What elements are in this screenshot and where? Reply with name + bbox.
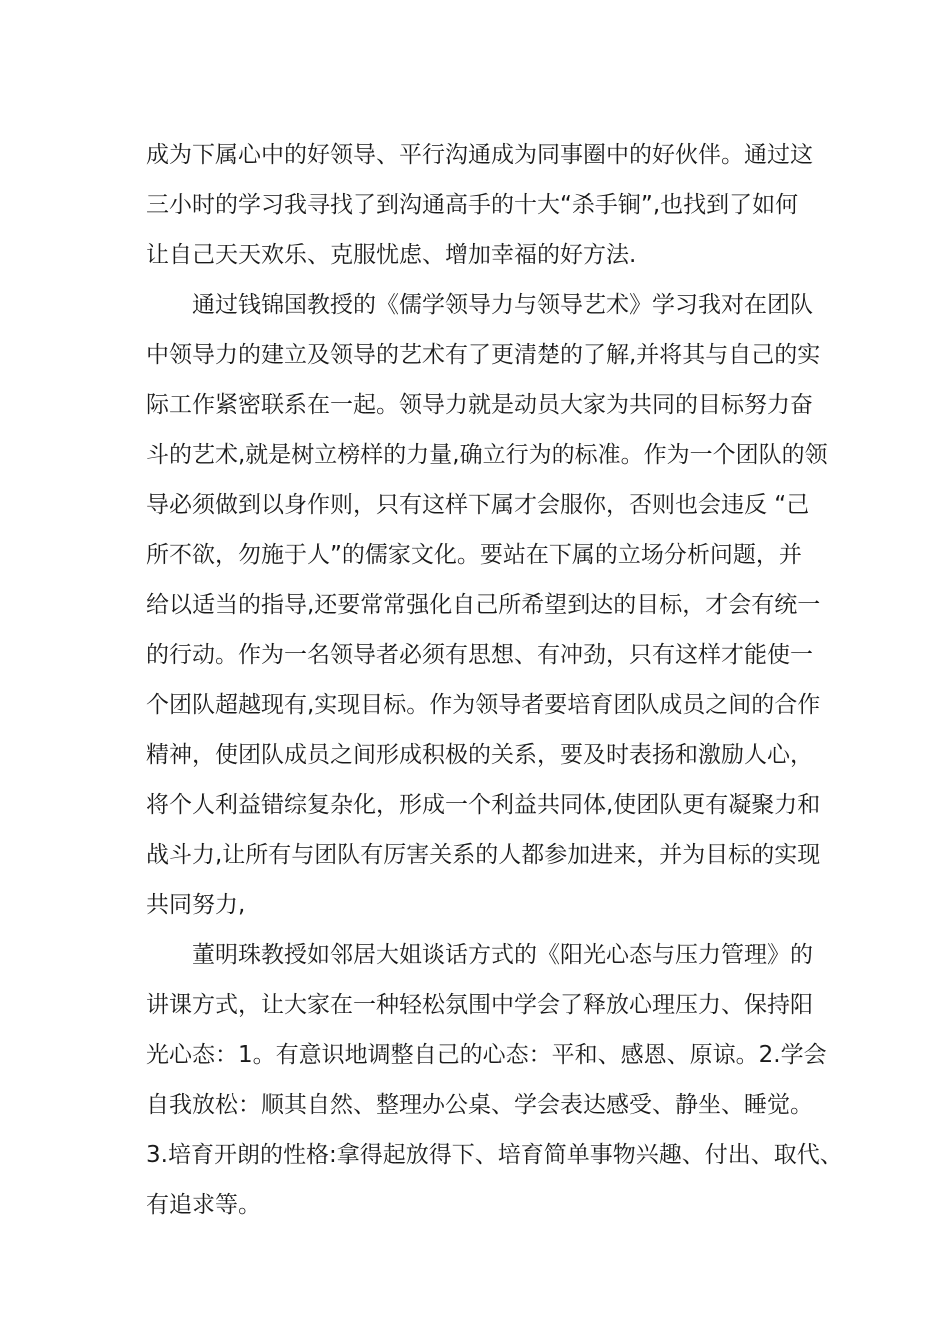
text-line: 三小时的学习我寻找了到沟通高手的十大“杀手锏”,也找到了如何 <box>146 192 799 218</box>
text-line: 的行动。作为一名领导者必须有思想、有冲劲，只有这样才能使一 <box>146 642 813 668</box>
text-line: 斗的艺术,就是树立榜样的力量,确立行为的标准。作为一个团队的领 <box>146 442 828 468</box>
text-line: 精神，使团队成员之间形成积极的关系，要及时表扬和激励人心， <box>146 742 813 768</box>
paragraph-2 <box>146 280 828 930</box>
text-line: 自我放松：顺其自然、整理办公桌、学会表达感受、静坐、睡觉。 <box>146 1092 813 1118</box>
text-line: 所不欲，勿施于人”的儒家文化。要站在下属的立场分析问题，并 <box>146 542 802 568</box>
text-line: 光心态：1。有意识地调整自己的心态：平和、感恩、原谅。2.学会 <box>146 1042 827 1068</box>
text-line: 讲课方式，让大家在一种轻松氛围中学会了释放心理压力、保持阳 <box>146 992 813 1018</box>
text-line: 董明珠教授如邻居大姐谈话方式的《阳光心态与压力管理》的 <box>192 942 813 968</box>
text-line: 个团队超越现有,实现目标。作为领导者要培育团队成员之间的合作 <box>146 692 821 718</box>
text-line: 战斗力,让所有与团队有厉害关系的人都参加进来，并为目标的实现 <box>146 842 821 868</box>
text-line: 给以适当的指导,还要常常强化自己所希望到达的目标，才会有统一 <box>146 592 821 618</box>
text-line: 共同努力, <box>146 892 246 918</box>
text-line: 成为下属心中的好领导、平行沟通成为同事圈中的好伙伴。通过这 <box>146 142 813 168</box>
text-line: 中领导力的建立及领导的艺术有了更清楚的了解,并将其与自己的实 <box>146 342 821 368</box>
text-line: 际工作紧密联系在一起。领导力就是动员大家为共同的目标努力奋 <box>146 392 813 418</box>
text-line: 将个人利益错综复杂化，形成一个利益共同体,使团队更有凝聚力和 <box>146 792 821 818</box>
text-line: 让自己天天欢乐、克服忧虑、增加幸福的好方法. <box>146 242 637 268</box>
text-line: 通过钱锦国教授的《儒学领导力与领导艺术》学习我对在团队 <box>192 292 813 318</box>
text-line: 3.培育开朗的性格:拿得起放得下、培育简单事物兴趣、付出、取代、 <box>146 1142 843 1168</box>
paragraph-3 <box>146 930 843 1230</box>
text-line: 有追求等。 <box>146 1192 261 1218</box>
text-line: 导必须做到以身作则，只有这样下属才会服你，否则也会违反 “己 <box>146 492 810 518</box>
paragraph-1 <box>146 130 813 280</box>
document-body <box>146 130 843 1230</box>
